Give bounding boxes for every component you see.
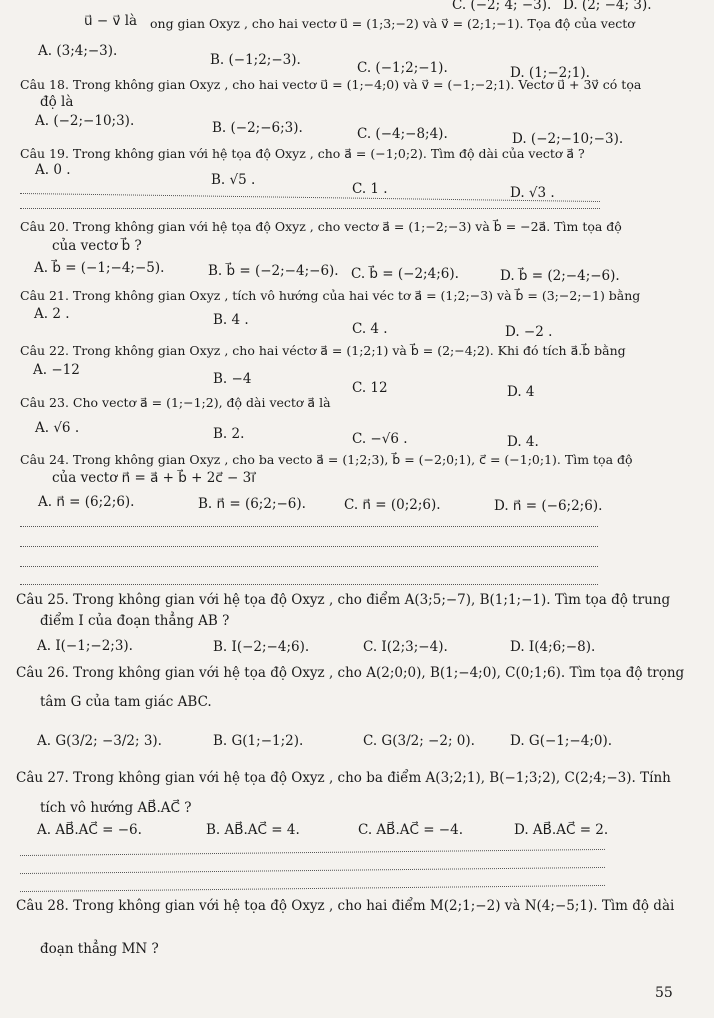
q27-option-c: C. AB⃗.AC⃗ = −4.	[358, 822, 463, 838]
q22-option-d: D. 4	[507, 384, 535, 400]
q20-option-d: D. b⃗ = (2;−4;−6).	[500, 268, 620, 284]
q17-option-c-top: C. (−2; 4; −3).	[452, 0, 552, 13]
q21-option-c: C. 4 .	[352, 321, 388, 337]
q19-option-d: D. √3 .	[510, 185, 555, 201]
q26-option-d: D. G(−1;−4;0).	[510, 733, 613, 749]
q17-option-a: A. (3;4;−3).	[38, 43, 118, 59]
q20-option-c: C. b⃗ = (−2;4;6).	[351, 266, 459, 282]
q17-option-d-top: D. (2; −4; 3).	[563, 0, 652, 13]
q19-option-b: B. √5 .	[211, 172, 256, 188]
answer-line	[20, 867, 605, 874]
answer-line	[20, 885, 605, 892]
q25-option-c: C. I(2;3;−4).	[363, 639, 448, 655]
q18-option-b: B. (−2;−6;3).	[212, 120, 303, 136]
answer-line	[20, 526, 598, 527]
q17-text: ong gian Oxyz , cho hai vectơ u⃗ = (1;3;−2) và v⃗ = (2;1;−1). Tọa độ của vectơ	[150, 16, 635, 31]
q24-question-cont: của vectơ n⃗ = a⃗ + b⃗ + 2c⃗ − 3i⃗	[52, 470, 255, 486]
q17-option-d: D. (1;−2;1).	[510, 65, 590, 81]
q27-question: Câu 27. Trong không gian với hệ tọa độ Oxyz , cho ba điểm A(3;2;1), B(−1;3;2), C(2;4;−3). Tính	[16, 770, 671, 786]
q22-question: Câu 22. Trong không gian Oxyz , cho hai véctơ a⃗ = (1;2;1) và b⃗ = (2;−4;2). Khi đó tích a⃗.b⃗ bằng	[20, 343, 626, 358]
answer-line	[20, 546, 598, 547]
answer-line	[20, 584, 598, 585]
q28-question-cont: đoạn thẳng MN ?	[40, 941, 159, 957]
q24-option-c: C. n⃗ = (0;2;6).	[344, 497, 441, 513]
q27-option-d: D. AB⃗.AC⃗ = 2.	[514, 822, 609, 838]
q22-option-a: A. −12	[33, 362, 80, 378]
q17-option-c: C. (−1;2;−1).	[357, 60, 448, 76]
q20-option-b: B. b⃗ = (−2;−4;−6).	[208, 263, 339, 279]
q26-option-b: B. G(1;−1;2).	[213, 733, 304, 749]
q25-option-a: A. I(−1;−2;3).	[37, 638, 133, 654]
q17-text-part: u⃗ − v⃗ là	[84, 13, 138, 29]
q17-option-b: B. (−1;2;−3).	[210, 52, 301, 68]
q24-option-b: B. n⃗ = (6;2;−6).	[198, 496, 306, 512]
q22-option-c: C. 12	[352, 380, 388, 396]
q27-option-a: A. AB⃗.AC⃗ = −6.	[37, 822, 142, 838]
q24-option-a: A. n⃗ = (6;2;6).	[38, 494, 135, 510]
answer-line	[20, 208, 600, 209]
q26-question: Câu 26. Trong không gian với hệ tọa độ Oxyz , cho A(2;0;0), B(1;−4;0), C(0;1;6). Tìm tọa độ trọng	[16, 665, 685, 681]
q23-option-a: A. √6 .	[35, 420, 80, 436]
q23-option-c: C. −√6 .	[352, 431, 408, 447]
page-number: 55	[655, 985, 673, 1001]
q23-option-d: D. 4.	[507, 434, 539, 450]
q19-question: Câu 19. Trong không gian với hệ tọa độ Oxyz , cho a⃗ = (−1;0;2). Tìm độ dài của vectơ a⃗ ?	[20, 146, 585, 161]
q20-question: Câu 20. Trong không gian với hệ tọa độ Oxyz , cho vectơ a⃗ = (1;−2;−3) và b⃗ = −2a⃗. Tìm tọa độ	[20, 219, 622, 234]
q20-question-cont: của vectơ b⃗ ?	[52, 238, 142, 254]
q18-option-c: C. (−4;−8;4).	[357, 126, 448, 142]
q21-option-a: A. 2 .	[34, 306, 70, 322]
q20-option-a: A. b⃗ = (−1;−4;−5).	[34, 260, 165, 276]
q24-option-d: D. n⃗ = (−6;2;6).	[494, 498, 603, 514]
q26-question-cont: tâm G của tam giác ABC.	[40, 694, 212, 710]
q26-option-c: C. G(3/2; −2; 0).	[363, 733, 475, 749]
q22-option-b: B. −4	[213, 371, 252, 387]
q18-question: Câu 18. Trong không gian Oxyz , cho hai vectơ u⃗ = (1;−4;0) và v⃗ = (−1;−2;1). Vectơ u⃗ + 3v⃗ có tọa	[20, 77, 642, 92]
q21-option-d: D. −2 .	[505, 324, 553, 340]
answer-line	[20, 566, 598, 567]
q19-option-c: C. 1 .	[352, 181, 388, 197]
answer-line	[20, 849, 605, 856]
q18-option-a: A. (−2;−10;3).	[35, 113, 135, 129]
q25-option-d: D. I(4;6;−8).	[510, 639, 596, 655]
q25-option-b: B. I(−2;−4;6).	[213, 639, 310, 655]
q28-question: Câu 28. Trong không gian với hệ tọa độ Oxyz , cho hai điểm M(2;1;−2) và N(4;−5;1). Tìm độ dài	[16, 898, 675, 914]
q25-question-cont: điểm I của đoạn thẳng AB ?	[40, 613, 230, 629]
q21-option-b: B. 4 .	[213, 312, 249, 328]
q23-question: Câu 23. Cho vectơ a⃗ = (1;−1;2), độ dài vectơ a⃗ là	[20, 395, 331, 410]
q26-option-a: A. G(3/2; −3/2; 3).	[37, 733, 162, 749]
q25-question: Câu 25. Trong không gian với hệ tọa độ Oxyz , cho điểm A(3;5;−7), B(1;1;−1). Tìm tọa độ trung	[16, 592, 671, 608]
q18-question-cont: độ là	[40, 94, 74, 110]
q23-option-b: B. 2.	[213, 426, 245, 442]
q19-option-a: A. 0 .	[35, 162, 71, 178]
q24-question: Câu 24. Trong không gian Oxyz , cho ba vecto a⃗ = (1;2;3), b⃗ = (−2;0;1), c⃗ = (−1;0;1). Tìm tọa độ	[20, 452, 633, 467]
q21-question: Câu 21. Trong không gian Oxyz , tích vô hướng của hai véc tơ a⃗ = (1;2;−3) và b⃗ = (3;−2;−1) bằng	[20, 288, 641, 303]
q27-option-b: B. AB⃗.AC⃗ = 4.	[206, 822, 300, 838]
q18-option-d: D. (−2;−10;−3).	[512, 131, 624, 147]
q27-question-cont: tích vô hướng AB⃗.AC⃗ ?	[40, 800, 192, 816]
